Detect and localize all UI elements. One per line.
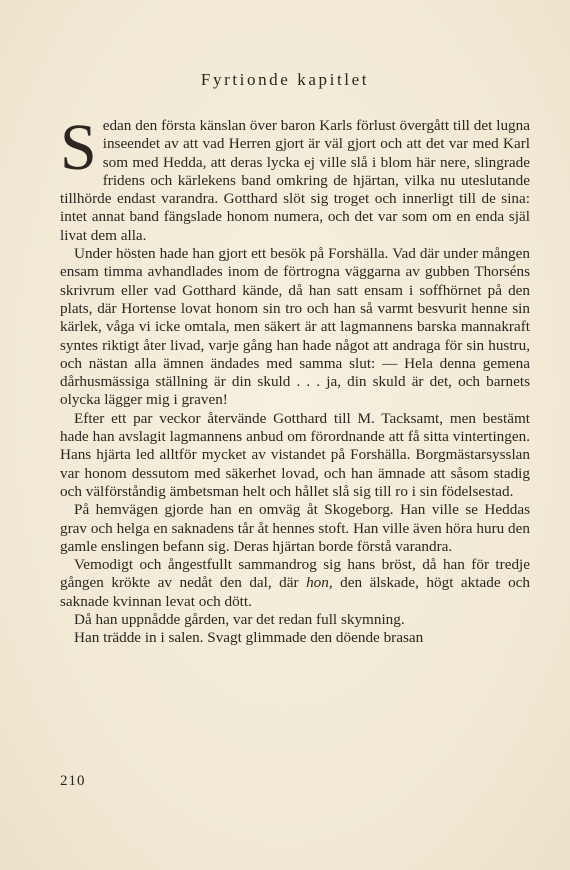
paragraph-1 — [60, 111, 530, 245]
paragraph-2 — [60, 245, 530, 410]
italic-word: hon, — [306, 574, 333, 592]
drop-cap: S — [60, 111, 97, 184]
body-text — [60, 111, 530, 648]
page-number: 210 — [60, 773, 86, 789]
paragraph-text: Vemodigt och ångestfullt sammandrog sig hans bröst, då han för tredje gången krökte av nedåt den dal, där — [60, 556, 530, 592]
paragraph-text: Efter ett par veckor återvände Gotthard till M. Tacksamt, men bestämt hade han avslagit lagmannens anbud om förordnande att få sitta vintertingen. Hans hjärta led alltför mycket av vistandet på Forshälla. Borgmästarsysslan var honom dessutom med säkerhet lovad, och han ämnade att såsom stadig och välförståndig ämbetsman helt och hållet slå sig till ro i sin födelsestad. — [60, 409, 530, 500]
chapter-title: Fyrtionde kapitlet — [200, 70, 370, 89]
paragraph-7 — [60, 629, 530, 647]
paragraph-text: Då han uppnådde gården, var det redan full skymning. — [74, 611, 405, 629]
paragraph-6 — [60, 611, 530, 629]
paragraph-text: Han trädde in i salen. Svagt glimmade den döende brasan — [74, 629, 424, 647]
paragraph-text: den älskade, högt aktade och saknade kvinnan levat och dött. — [60, 574, 530, 610]
paragraph-text: På hemvägen gjorde han en omväg åt Skogeborg. Han ville se Heddas grav och helga en saknadens tår åt hennes stoft. Han ville även höra huru den gamle enslingen befann sig. Deras hjärtan borde förstå varandra. — [60, 501, 530, 555]
paragraph-text: edan den första känslan över baron Karls förlust övergått till det lugna inseendet av att vad Herren gjort är väl gjort och att det var med Karl som med Hedda, att deras lycka ej ville slå i blom här nere, slingrade fridens och kärlekens band omkring de hjärtan, vilka nu uteslutande tillhörde endast varandra. Gotthard slöt sig troget och innerligt till de sina: intet annat band fängslade honom numera, och det var som om en enda själ livat dem alla. — [60, 117, 530, 244]
paragraph-4 — [60, 501, 530, 556]
paragraph-text: Under hösten hade han gjort ett besök på Forshälla. Vad där under mången ensam timma avhandlades inom de förtrogna väggarna av gubben Thorséns skrivrum eller vad Gotthard kände, då han satt ensam i soffhörnet på den plats, där Hortense lovat honom sin tro och han så varmt besvurit henne sin kärlek, våga vi icke omtala, men säkert är att lagmannens barska mannakraft syntes riktigt åter livad, varje gång han hade något att andraga för sin hustru, och nästan alla ämnen ändades med samma slut: — Hela denna gemena dårhusmässiga ställning är din skuld . . . ja, din skuld är det, och barnets olycka lägger mig i graven! — [60, 245, 530, 409]
paragraph-5 — [60, 556, 530, 611]
paragraph-3 — [60, 410, 530, 501]
